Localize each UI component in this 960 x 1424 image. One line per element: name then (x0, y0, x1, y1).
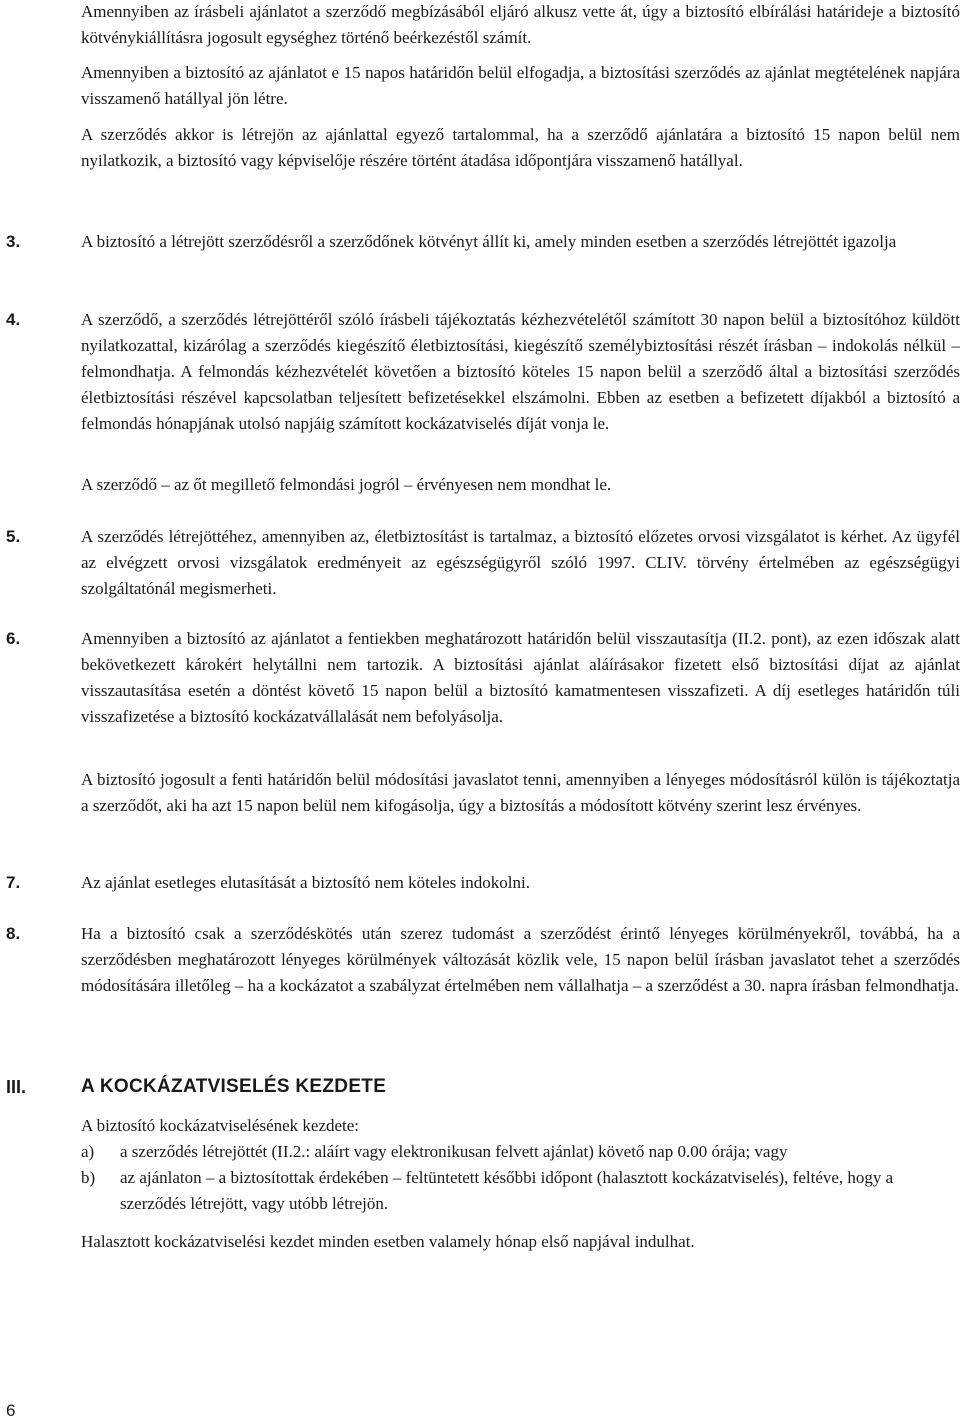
item-number-6: 6. (6, 629, 21, 648)
page-number: 6 (6, 1401, 16, 1420)
list-item-b-label: b) (81, 1168, 96, 1187)
item-number-8: 8. (6, 924, 21, 943)
paragraph-alkusz: Amennyiben az írásbeli ajánlatot a szerződő megbízásából eljáró alkusz vette át, úgy a biztosító elbírálási határideje a biztosító kötvénykiállításra jogosult egységhez történő beérkezéstől számít. (81, 2, 960, 47)
list-item-a-label: a) (81, 1142, 95, 1161)
item-number-4: 4. (6, 310, 21, 329)
item-4-text-2: A szerződő – az őt megillető felmondási jogról – érvényesen nem mondhat le. (81, 475, 612, 494)
item-5-text: A szerződés létrejöttéhez, amennyiben az, életbiztosítást is tartalmaz, a biztosító előzetes orvosi vizsgálatot is kérhet. Az ügyfél az elvégzett orvosi vizsgálatok eredményeit az egészségügyről szóló 1997. CLIV. törvény értelmében az egészségügyi szolgáltatónál megismerheti. (81, 527, 960, 598)
item-8-text: Ha a biztosító csak a szerződéskötés után szerez tudomást a szerződést érintő lényeges körülményekről, továbbá, ha a szerződésben meghatározott lényeges körülmények változását közlik vele, 15 napon belül írásban javaslatot tehet a szerződés módosítására illetőleg – ha a kockázatot a szabályzat értelmében nem vállalhatja – a szerződést a 30. napra írásban felmondhatja. (81, 924, 960, 995)
item-3-text: A biztosító a létrejött szerződésről a szerződőnek kötvényt állít ki, amely minden esetben a szerződés létrejöttét igazolja (81, 232, 897, 251)
item-number-3: 3. (6, 232, 21, 251)
section-closing: Halasztott kockázatviselési kezdet minden esetben valamely hónap első napjával indulhat. (81, 1232, 695, 1251)
item-number-7: 7. (6, 873, 21, 892)
item-6-text: Amennyiben a biztosító az ajánlatot a fentiekben meghatározott határidőn belül visszautasítja (II.2. pont), az ezen időszak alatt bekövetkezett károkért helytállni nem tartozik. A biztosítási ajánlat aláírásakor fizetett első biztosítási díjat az ajánlat visszautasítása esetén a döntést követő 15 napon belül a biztosító kamatmentesen visszafizeti. A díj esetleges határidőn túli visszafizetése a biztosító kockázatvállalását nem befolyásolja. (81, 629, 960, 726)
item-4-text: A szerződő, a szerződés létrejöttéről szóló írásbeli tájékoztatás kézhezvételétől számított 30 napon belül a biztosítóhoz küldött nyilatkozattal, kizárólag a szerződés kiegészítő életbiztosítási, kiegészítő személybiztosítási részét írásban – indokolás nélkül – felmondhatja. A felmondás kézhezvételét követően a biztosító köteles 15 napon belül a szerződő által a biztosítási szerződés életbiztosítási részével kapcsolatban teljesített befizetésekkel elszámolni. Ebben az esetben a befizetett díjakból a biztosító a felmondás hónapjának utolsó napjáig számított kockázatviselés díját vonja le. (81, 310, 960, 433)
item-7-text: Az ajánlat esetleges elutasítását a biztosító nem köteles indokolni. (81, 873, 530, 892)
section-title: A KOCKÁZATVISELÉS KEZDETE (81, 1076, 387, 1097)
item-6-text-2: A biztosító jogosult a fenti határidőn belül módosítási javaslatot tenni, amennyiben a lényeges módosításról külön is tájékoztatja a szerződőt, aki ha azt 15 napon belül nem kifogásolja, úgy a biztosítás a módosított kötvény szerint lesz érvényes. (81, 770, 960, 815)
section-intro: A biztosító kockázatviselésének kezdete: (81, 1116, 360, 1135)
list-item-b-text: az ajánlaton – a biztosítottak érdekében – feltüntetett későbbi időpont (halasztott kockázatviselés), feltéve, hogy a szerződés létrejött, vagy utóbb létrejön. (120, 1168, 894, 1213)
paragraph-tacit-acceptance: A szerződés akkor is létrejön az ajánlattal egyező tartalommal, ha a szerződő ajánlatára a biztosító 15 napon belül nem nyilatkozik, a biztosító vagy képviselője részére történt átadása időpontjára visszamenő hatállyal. (81, 125, 960, 170)
item-number-5: 5. (6, 527, 21, 546)
section-number: III. (6, 1077, 27, 1097)
list-item-a-text: a szerződés létrejöttét (II.2.: aláírt vagy elektronikusan felvett ajánlat) követő nap 0.00 órája; vagy (120, 1142, 788, 1161)
paragraph-15-day-acceptance: Amennyiben a biztosító az ajánlatot e 15 napos határidőn belül elfogadja, a biztosítási szerződés az ajánlat megtételének napjára visszamenő hatállyal jön létre. (81, 63, 960, 108)
